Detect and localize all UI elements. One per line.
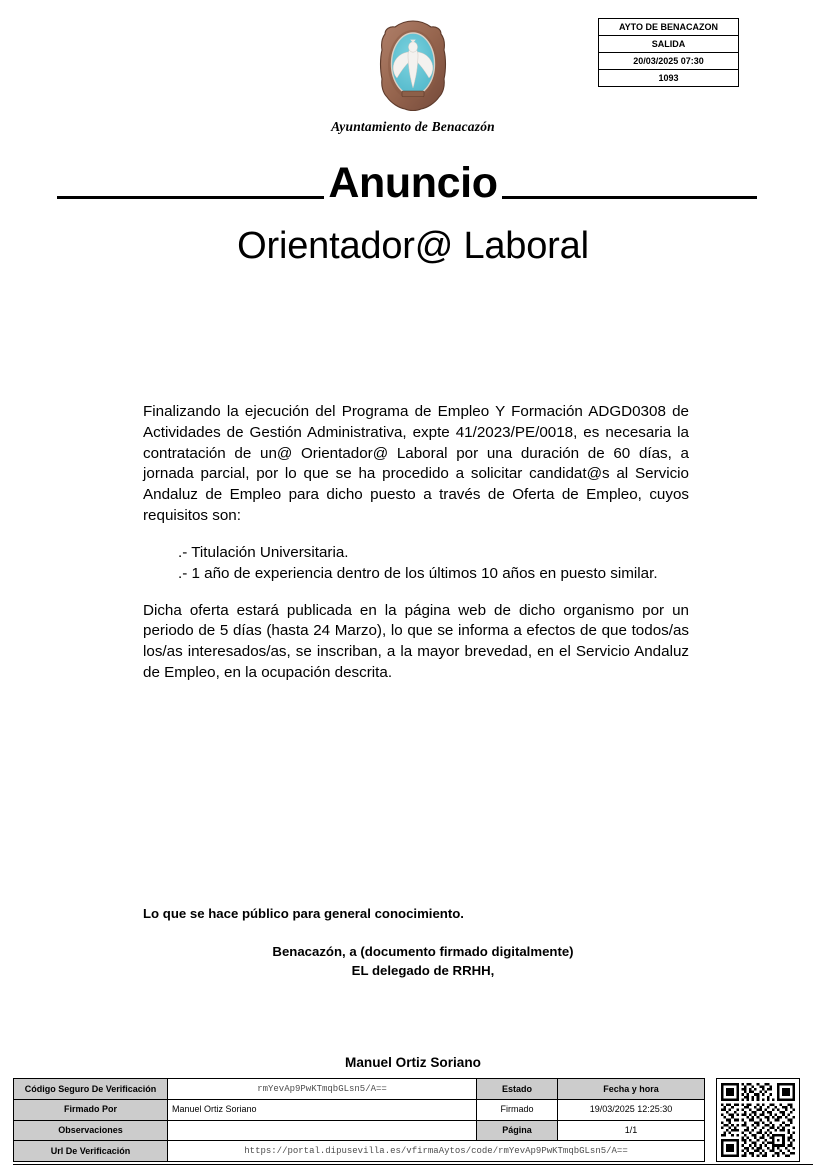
stamp-type: SALIDA xyxy=(599,36,738,53)
requirement-text: .- Titulación Universitaria. xyxy=(178,543,349,561)
value-status: Firmado xyxy=(477,1099,558,1120)
qr-code-icon[interactable] xyxy=(721,1083,795,1157)
stamp-number: 1093 xyxy=(658,72,679,83)
verification-footer xyxy=(13,1078,813,1162)
value-datetime: 19/03/2025 12:25:30 xyxy=(558,1099,705,1120)
label-page: Página xyxy=(477,1120,558,1141)
footer-bottom-rule xyxy=(13,1164,813,1165)
spacer xyxy=(143,585,689,601)
label-observations: Observaciones xyxy=(14,1120,168,1141)
registration-stamp xyxy=(598,18,739,87)
requirements-list xyxy=(143,543,689,585)
table-row xyxy=(14,1079,705,1100)
spacer xyxy=(143,527,689,543)
document-body xyxy=(143,402,689,684)
value-signed-by: Manuel Ortiz Soriano xyxy=(168,1099,477,1120)
list-item xyxy=(143,543,689,564)
requirement-text: .- 1 año de experiencia dentro de los últimos 10 años en puesto similar. xyxy=(178,564,658,582)
list-item xyxy=(143,564,689,585)
value-verification-url[interactable]: https://portal.dipusevilla.es/vfirmaAytos/code/rmYevAp9PwKTmqbGLsn5/A== xyxy=(168,1141,705,1162)
label-datetime: Fecha y hora xyxy=(558,1079,705,1100)
public-notice-line: Lo que se hace público para general conocimiento. xyxy=(143,906,464,921)
table-row xyxy=(14,1099,705,1120)
page-title xyxy=(0,160,826,206)
body-paragraph-1: Finalizando la ejecución del Programa de Empleo Y Formación ADGD0308 de Actividades de Gestión Administrativa, expte 41/2023/PE/0018, es necesaria la contratación de un@ Orientador@ Laboral por una duración de 60 días, a jornada parcial, por lo que se ha procedido a solicitar candidat@s al Servicio Andaluz de Empleo para dicho puesto a través de Oferta de Empleo, cuyos requisitos son: xyxy=(143,403,689,525)
value-csv: rmYevAp9PwKTmqbGLsn5/A== xyxy=(168,1079,477,1100)
signature-place-line: Benacazón, a (documento firmado digitalmente) xyxy=(272,944,574,959)
label-verification-url: Url De Verificación xyxy=(14,1141,168,1162)
value-page: 1/1 xyxy=(558,1120,705,1141)
stamp-datetime: 20/03/2025 07:30 xyxy=(599,53,738,70)
table-row xyxy=(14,1120,705,1141)
page-title-text: Anuncio xyxy=(324,159,501,207)
signature-block xyxy=(143,942,703,980)
coat-of-arms-icon xyxy=(377,18,449,113)
table-row xyxy=(14,1141,705,1162)
page-subtitle: Orientador@ Laboral xyxy=(237,225,589,267)
stamp-office: AYTO DE BENACAZON xyxy=(599,19,738,36)
qr-code-container[interactable] xyxy=(716,1078,800,1162)
label-signed-by: Firmado Por xyxy=(14,1099,168,1120)
verification-table xyxy=(13,1078,705,1162)
value-observations xyxy=(168,1120,477,1141)
label-status: Estado xyxy=(477,1079,558,1100)
entity-name: Ayuntamiento de Benacazón xyxy=(331,119,495,134)
title-area xyxy=(0,160,826,216)
signer-name: Manuel Ortiz Soriano xyxy=(345,1055,481,1070)
label-csv: Código Seguro De Verificación xyxy=(14,1079,168,1100)
body-paragraph-2: Dicha oferta estará publicada en la página web de dicho organismo por un periodo de 5 días (hasta 24 Marzo), lo que se informa a efectos de que todos/as los/as interesados/as, se inscriban, a la mayor brevedad, en el Servicio Andaluz de Empleo, en la ocupación descrita. xyxy=(143,601,689,682)
signature-role-line: EL delegado de RRHH, xyxy=(351,963,495,979)
